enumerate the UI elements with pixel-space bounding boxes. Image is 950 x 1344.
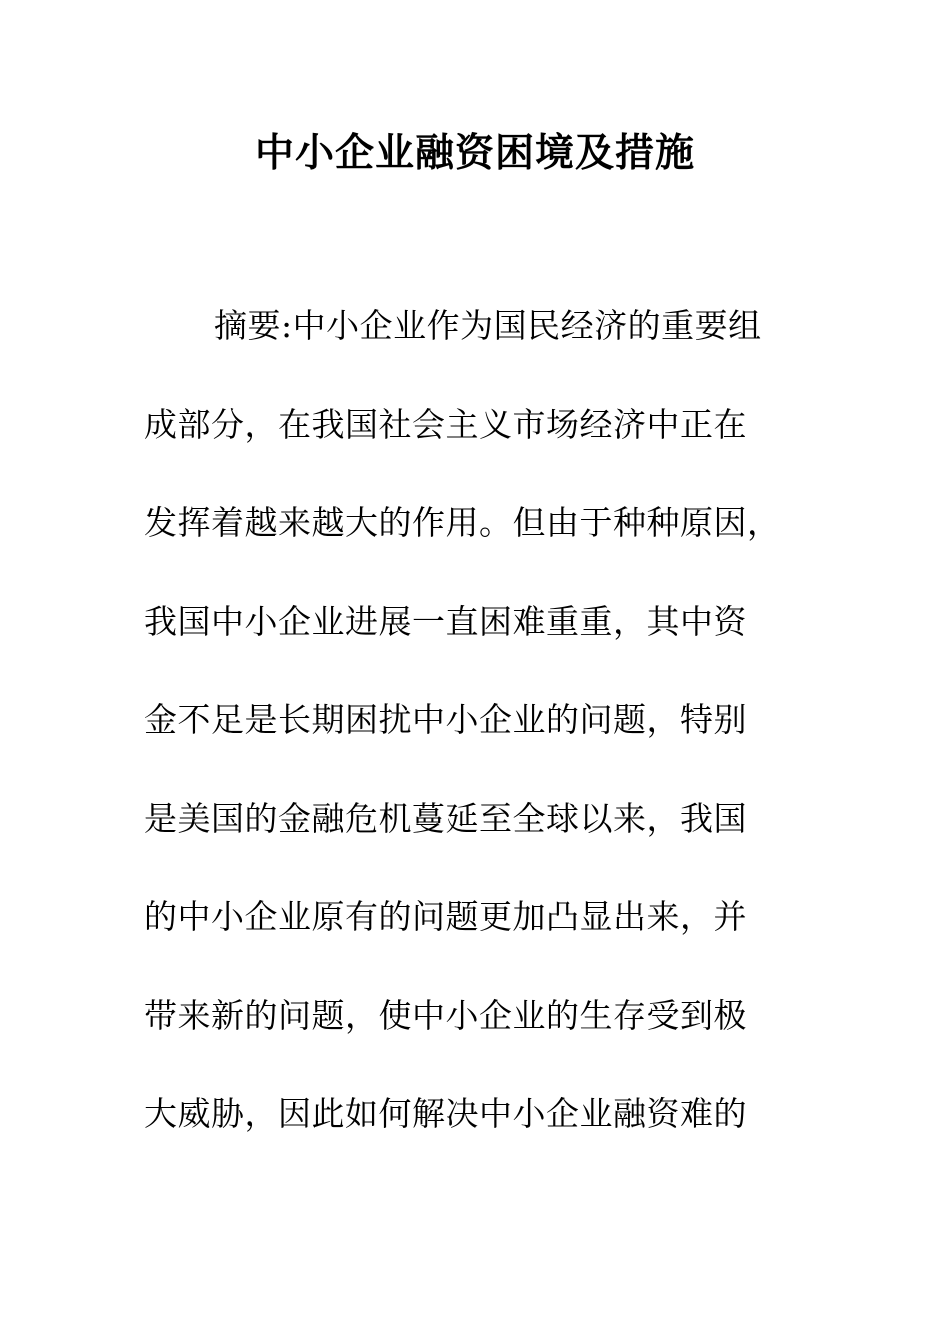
abstract-line: 摘要:中小企业作为国民经济的重要组 <box>214 306 762 345</box>
abstract-paragraph <box>144 300 824 1187</box>
abstract-line: 我国中小企业进展一直困难重重，其中资 <box>144 601 747 641</box>
abstract-line: 金不足是长期困扰中小企业的问题，特别 <box>144 700 747 739</box>
abstract-line: 成部分，在我国社会主义市场经济中正在 <box>144 404 747 444</box>
abstract-line: 是美国的金融危机蔓延至全球以来，我国 <box>144 798 747 838</box>
abstract-line: 的中小企业原有的问题更加凸显出来，并 <box>144 897 747 936</box>
abstract-line: 发挥着越来越大的作用。但由于种种原因， <box>144 503 781 542</box>
document-title: 中小企业融资困境及措施 <box>254 130 695 176</box>
abstract-line: 带来新的问题，使中小企业的生存受到极 <box>144 995 747 1035</box>
abstract-line: 大威胁，因此如何解决中小企业融资难的 <box>144 1094 747 1133</box>
